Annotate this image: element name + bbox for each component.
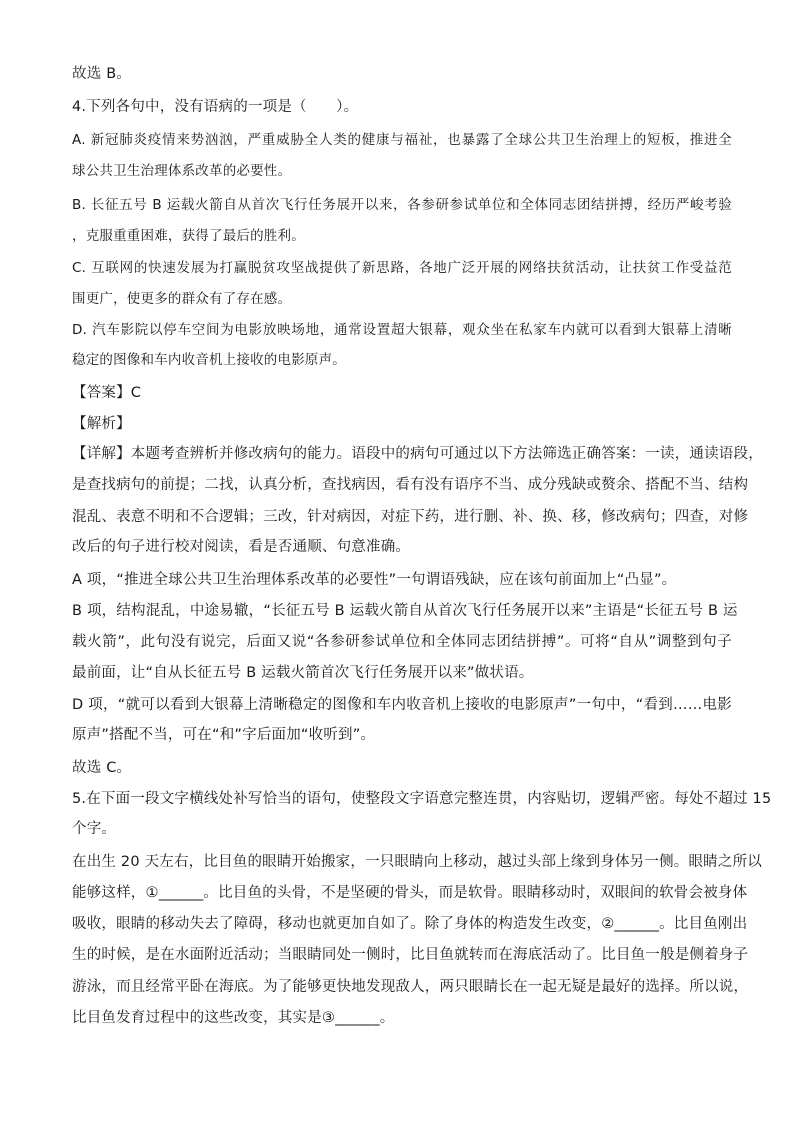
passage-line: 游泳，而且经常平卧在海底。为了能够更快地发现敌人，两只眼睛长在一起无疑是最好的选择。所以说， — [72, 979, 749, 995]
passage-line: 比目鱼发育过程中的这些改变，其实是③______。 — [72, 1010, 395, 1026]
option-d-line-1: D. 汽车影院以停车空间为电影放映场地，通常设置超大银幕，观众坐在私家车内就可以看到大银幕上清晰 — [72, 322, 732, 338]
option-b-line-2: ，克服重重困难，获得了最后的胜利。 — [72, 228, 305, 244]
passage-line: 在出生 20 天左右，比目鱼的眼睛开始搬家，一只眼睛向上移动，越过头部上缘到身体另一侧。眼睛之所以 — [72, 854, 762, 870]
question-5-stem-line-2: 个字。 — [72, 821, 117, 837]
analysis-line: 改后的句子进行校对阅读，看是否通顺、句意准确。 — [72, 539, 411, 555]
answer-label: 【答案】C — [72, 385, 142, 401]
text-line: 故选 B。 — [72, 66, 132, 82]
analysis-item-b-line-1: B 项，结构混乱，中途易辙，“长征五号 B 运载火箭自从首次飞行任务展开以来”主语是“长征五号 B 运 — [72, 603, 738, 619]
text-line: 故选 C。 — [72, 760, 132, 776]
analysis-line: 混乱、表意不明和不合逻辑；三改，针对病因，对症下药，进行删、补、换、移，修改病句；四查，对修 — [72, 509, 749, 525]
option-c-line-2: 围更广，使更多的群众有了存在感。 — [72, 291, 292, 307]
analysis-line: 【详解】本题考查辨析并修改病句的能力。语段中的病句可通过以下方法筛选正确答案：一读，通读语段， — [72, 446, 763, 462]
passage-line: 吸收，眼睛的移动失去了障碍，移动也就更加自如了。除了身体的构造发生改变，②______。比目鱼刚出 — [72, 916, 748, 932]
option-c-line-1: C. 互联网的快速发展为打赢脱贫攻坚战提供了新思路，各地广泛开展的网络扶贫活动，让扶贫工作受益范 — [72, 260, 732, 276]
analysis-item-a: A 项，“推进全球公共卫生治理体系改革的必要性”一句谓语残缺，应在该句前面加上“凸显”。 — [72, 572, 677, 588]
analysis-item-b-line-3: 最前面，让“自从长征五号 B 运载火箭首次飞行任务展开以来”做状语。 — [72, 665, 534, 681]
analysis-item-d-line-1: D 项，“就可以看到大银幕上清晰稳定的图像和车内收音机上接收的电影原声”一句中，“看到……电影 — [72, 697, 732, 713]
analysis-item-d-line-2: 原声”搭配不当，可在“和”字后面加“收听到”。 — [72, 727, 376, 743]
option-d-line-2: 稳定的图像和车内收音机上接收的电影原声。 — [72, 352, 346, 368]
question-5-stem-line-1: 5.在下面一段文字横线处补写恰当的语句，使整段文字语意完整连贯，内容贴切，逻辑严密。每处不超过 15 — [72, 791, 772, 807]
question-4-stem: 4.下列各句中，没有语病的一项是（ ）。 — [72, 99, 359, 115]
option-a-line-2: 球公共卫生治理体系改革的必要性。 — [72, 163, 292, 179]
analysis-label: 【解析】 — [72, 416, 131, 432]
option-b-line-1: B. 长征五号 B 运载火箭自从首次飞行任务展开以来，各参研参试单位和全体同志团结拼搏，经历严峻考验 — [72, 197, 732, 213]
analysis-line: 是查找病句的前提；二找，认真分析，查找病因，看有没有语序不当、成分残缺或赘余、搭配不当、结构 — [72, 477, 749, 493]
passage-line: 能够这样，①______。比目鱼的头骨，不是坚硬的骨头，而是软骨。眼睛移动时，双眼间的软骨会被身体 — [72, 885, 748, 901]
option-a-line-1: A. 新冠肺炎疫情来势汹汹，严重威胁全人类的健康与福祉，也暴露了全球公共卫生治理上的短板，推进全 — [72, 132, 732, 148]
passage-line: 生的时候，是在水面附近活动；当眼睛同处一侧时，比目鱼就转而在海底活动了。比目鱼一般是侧着身子 — [72, 947, 749, 963]
analysis-item-b-line-2: 载火箭”，此句没有说完，后面又说“各参研参试单位和全体同志团结拼搏”。可将“自从”调整到句子 — [72, 634, 732, 650]
